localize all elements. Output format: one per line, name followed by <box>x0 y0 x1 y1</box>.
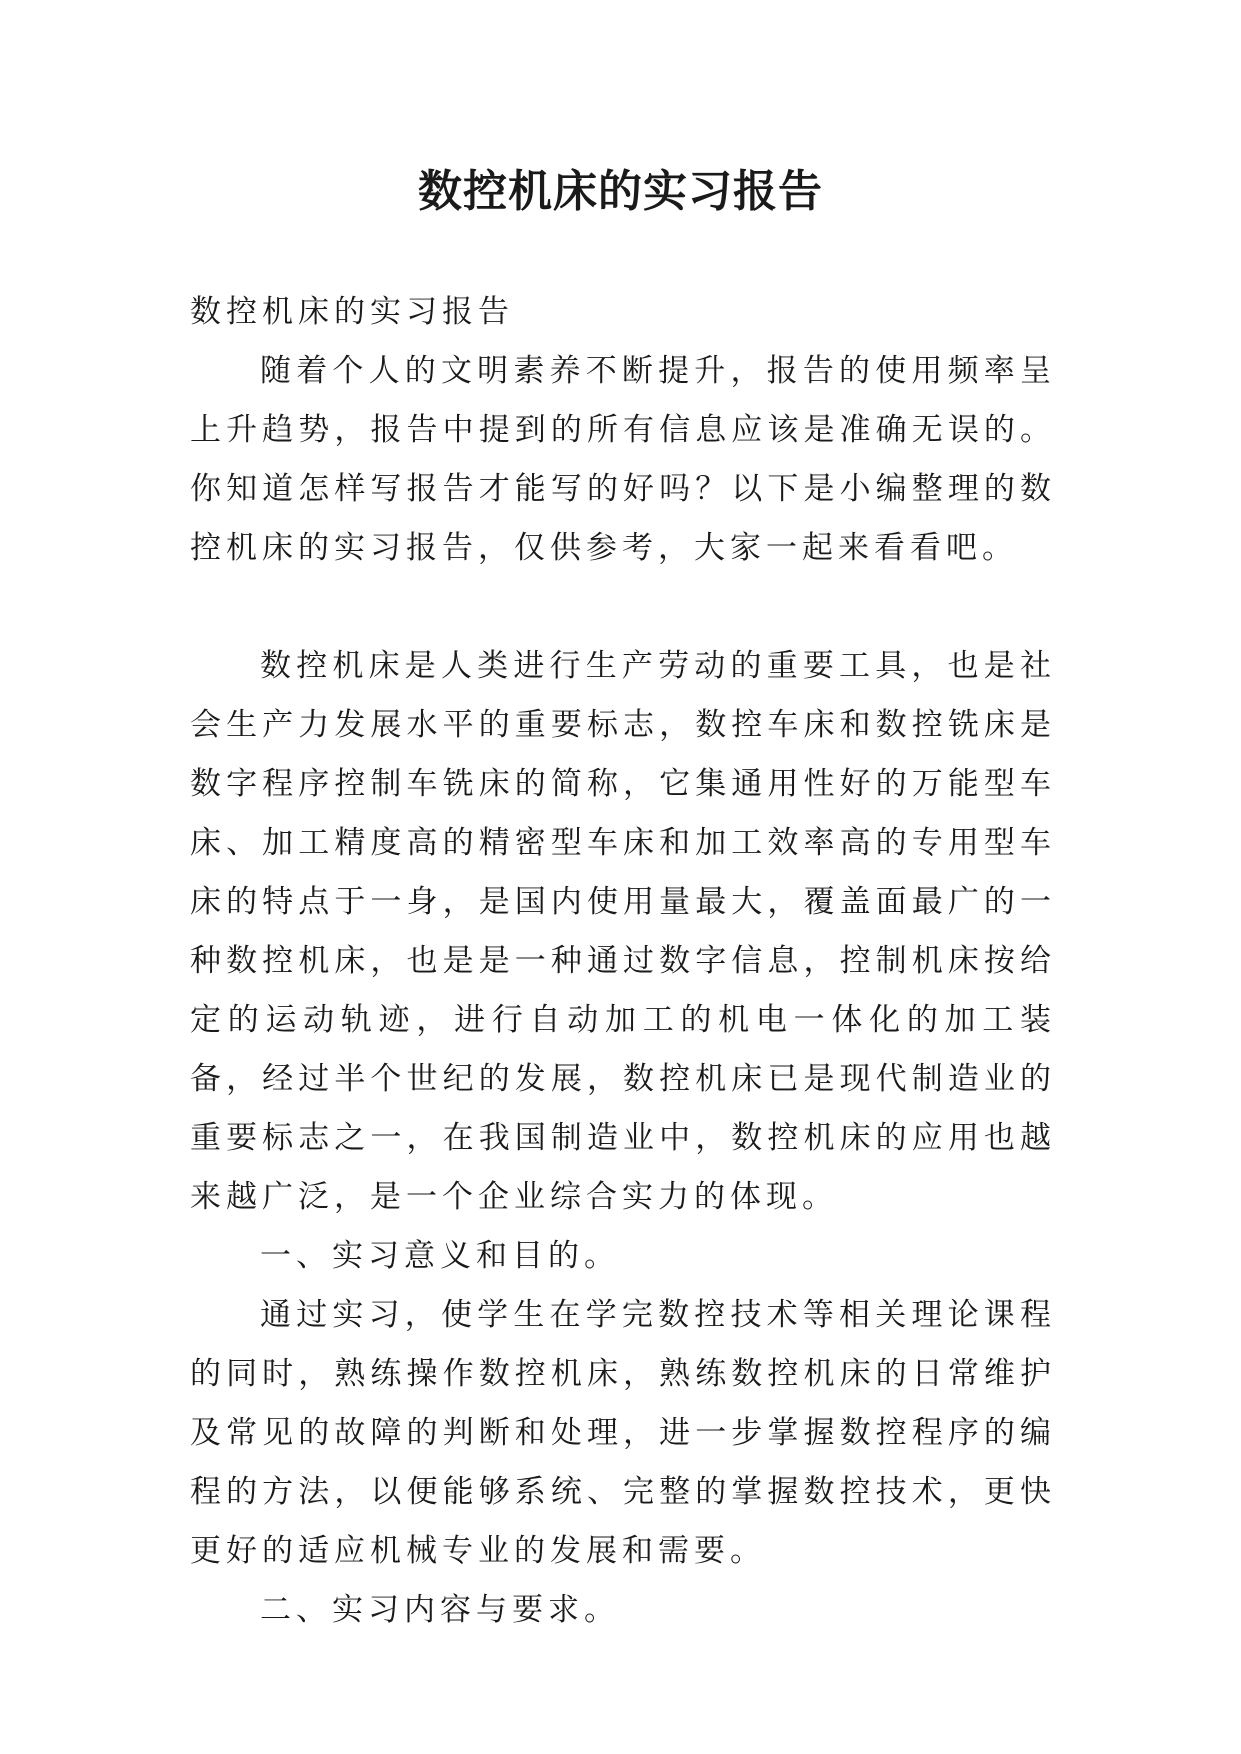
document-body <box>190 283 1056 1640</box>
paragraph-subtitle: 数控机床的实习报告 <box>190 294 514 330</box>
paragraph-purpose: 通过实习，使学生在学完数控技术等相关理论课程的同时，熟练操作数控机床，熟练数控机床的日常维护及常见的故障的判断和处理，进一步掌握数控程序的编程的方法，以便能够系统、完整的掌握数控技术，更快更好的适应机械专业的发展和需要。 <box>190 1297 1056 1569</box>
document-title: 数控机床的实习报告 <box>418 166 823 217</box>
section-heading-purpose: 一、实习意义和目的。 <box>260 1238 620 1274</box>
paragraph-intro: 随着个人的文明素养不断提升，报告的使用频率呈上升趋势，报告中提到的所有信息应该是准确无误的。你知道怎样写报告才能写的好吗？以下是小编整理的数控机床的实习报告，仅供参考，大家一起来看看吧。 <box>190 353 1056 566</box>
paragraph-overview: 数控机床是人类进行生产劳动的重要工具，也是社会生产力发展水平的重要标志，数控车床和数控铣床是数字程序控制车铣床的简称，它集通用性好的万能型车床、加工精度高的精密型车床和加工效率高的专用型车床的特点于一身，是国内使用量最大，覆盖面最广的一种数控机床，也是是一种通过数字信息，控制机床按给定的运动轨迹，进行自动加工的机电一体化的加工装备，经过半个世纪的发展，数控机床已是现代制造业的重要标志之一，在我国制造业中，数控机床的应用也越来越广泛，是一个企业综合实力的体现。 <box>190 648 1056 1215</box>
section-heading-content: 二、实习内容与要求。 <box>260 1592 620 1628</box>
blank-line <box>190 578 1056 637</box>
